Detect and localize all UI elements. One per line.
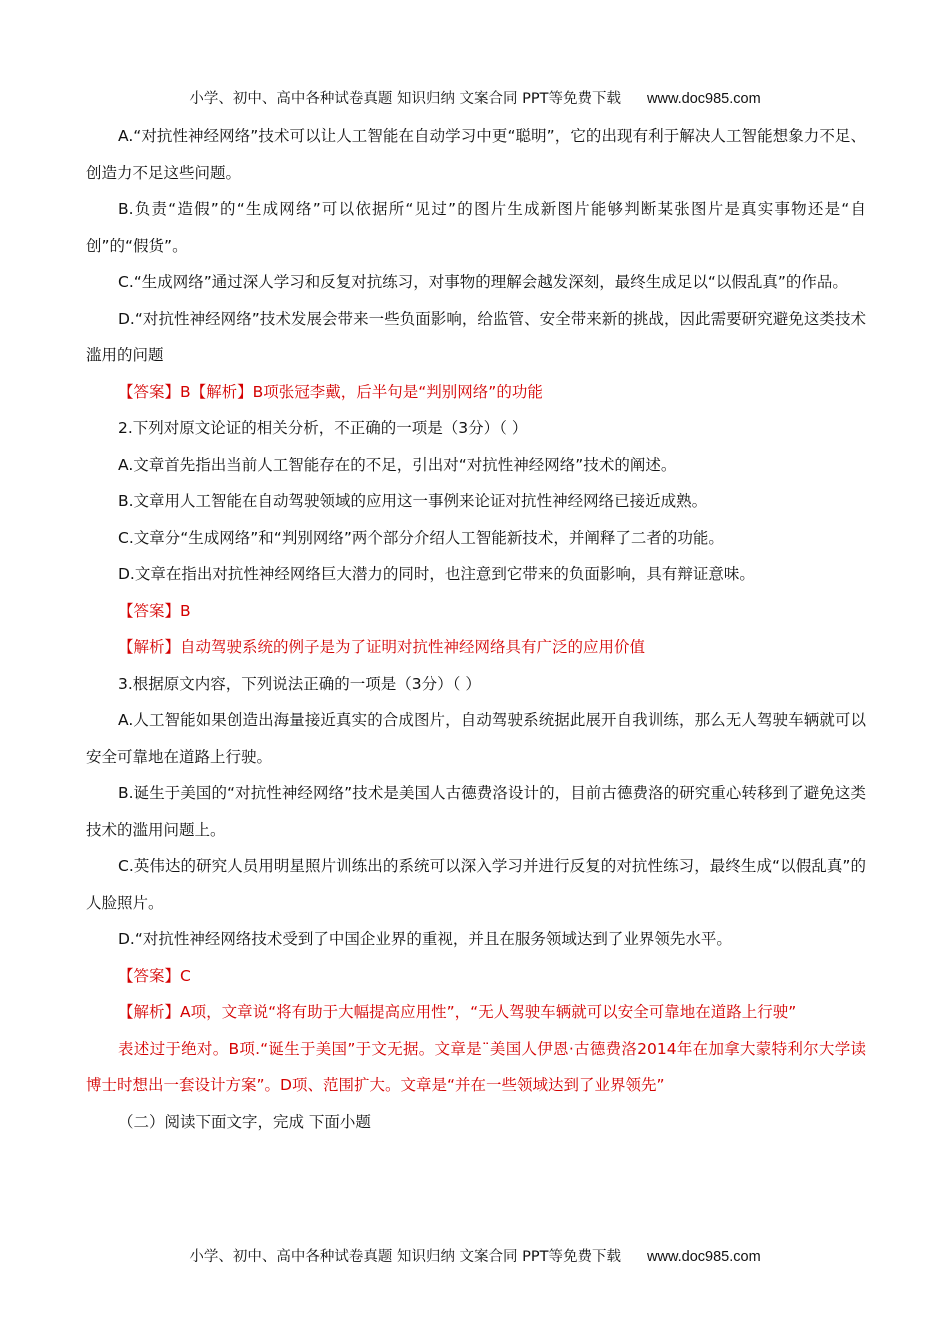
header-url[interactable]: www.doc985.com <box>647 91 761 107</box>
document-body <box>86 118 866 1140</box>
option-b-q1: B.负责“造假”的“生成网络”可以依据所“见过”的图片生成新图片能够判断某张图片是真实事物还是“自创”的“假货”。 <box>86 200 866 255</box>
option-a-q2: A.文章首先指出当前人工智能存在的不足，引出对“对抗性神经网络”技术的阐述。 <box>118 455 677 474</box>
question-3: 3.根据原文内容，下列说法正确的一项是（3分）（ ） <box>118 674 481 693</box>
analysis-q2: 【解析】自动驾驶系统的例子是为了证明对抗性神经网络具有广泛的应用价值 <box>118 638 646 656</box>
option-c-q2: C.文章分“生成网络”和“判别网络”两个部分介绍人工智能新技术，并阐释了二者的功能。 <box>118 528 724 547</box>
analysis-q3-continued: 表述过于绝对。B项.“诞生于美国”于文无据。文章是¨美国人伊恩·古德费洛2014年在加拿大蒙特利尔大学读博士时想出一套设计方案”。D项、范围扩大。文章是“并在一些领域达到了业界领先” <box>86 1039 866 1094</box>
question-2: 2.下列对原文论证的相关分析，不正确的一项是（3分）（ ） <box>118 419 528 437</box>
footer-text: 小学、初中、高中各种试卷真题 知识归纳 文案合同 PPT等免费下载 <box>189 1249 622 1265</box>
option-d-q3: D.“对抗性神经网络技术受到了中国企业界的重视，并且在服务领域达到了业界领先水平。 <box>118 930 732 948</box>
section-heading: （二）阅读下面文字，完成 下面小题 <box>118 1112 371 1131</box>
answer-q2: 【答案】B <box>118 601 191 620</box>
answer-q1: 【答案】B【解析】B项张冠李戴，后半句是“判别网络”的功能 <box>118 382 543 401</box>
option-a-q1: A.“对抗性神经网络”技术可以让人工智能在自动学习中更“聪明”，它的出现有利于解决人工智能想象力不足、创造力不足这些问题。 <box>86 127 866 182</box>
option-a-q3: A.人工智能如果创造出海量接近真实的合成图片，自动驾驶系统据此展开自我训练，那么无人驾驶车辆就可以安全可靠地在道路上行驶。 <box>86 711 866 766</box>
page-footer <box>0 1245 950 1266</box>
option-b-q3: B.诞生于美国的“对抗性神经网络”技术是美国人古德费洛设计的，目前古德费洛的研究重心转移到了避免这类技术的滥用问题上。 <box>86 784 866 839</box>
footer-url[interactable]: www.doc985.com <box>647 1249 761 1265</box>
answer-q3: 【答案】C <box>118 966 191 985</box>
option-d-q2: D.文章在指出对抗性神经网络巨大潜力的同时，也注意到它带来的负面影响，具有辩证意味。 <box>118 565 755 583</box>
option-b-q2: B.文章用人工智能在自动驾驶领域的应用这一事例来论证对抗性神经网络已接近成熟。 <box>118 492 708 510</box>
analysis-q3: 【解析】A项，文章说“将有助于大幅提高应用性”，“无人驾驶车辆就可以安全可靠地在道路上行驶” <box>118 1003 797 1021</box>
header-text: 小学、初中、高中各种试卷真题 知识归纳 文案合同 PPT等免费下载 <box>189 91 622 107</box>
option-c-q1: C.“生成网络”通过深人学习和反复对抗练习，对事物的理解会越发深刻，最终生成足以“以假乱真”的作品。 <box>118 273 848 291</box>
page-header <box>0 87 950 108</box>
option-c-q3: C.英伟达的研究人员用明星照片训练出的系统可以深入学习并进行反复的对抗性练习，最终生成“以假乱真”的人脸照片。 <box>86 857 866 912</box>
option-d-q1: D.“对抗性神经网络”技术发展会带来一些负面影响，给监管、安全带来新的挑战，因此需要研究避免这类技术滥用的问题 <box>86 309 866 364</box>
